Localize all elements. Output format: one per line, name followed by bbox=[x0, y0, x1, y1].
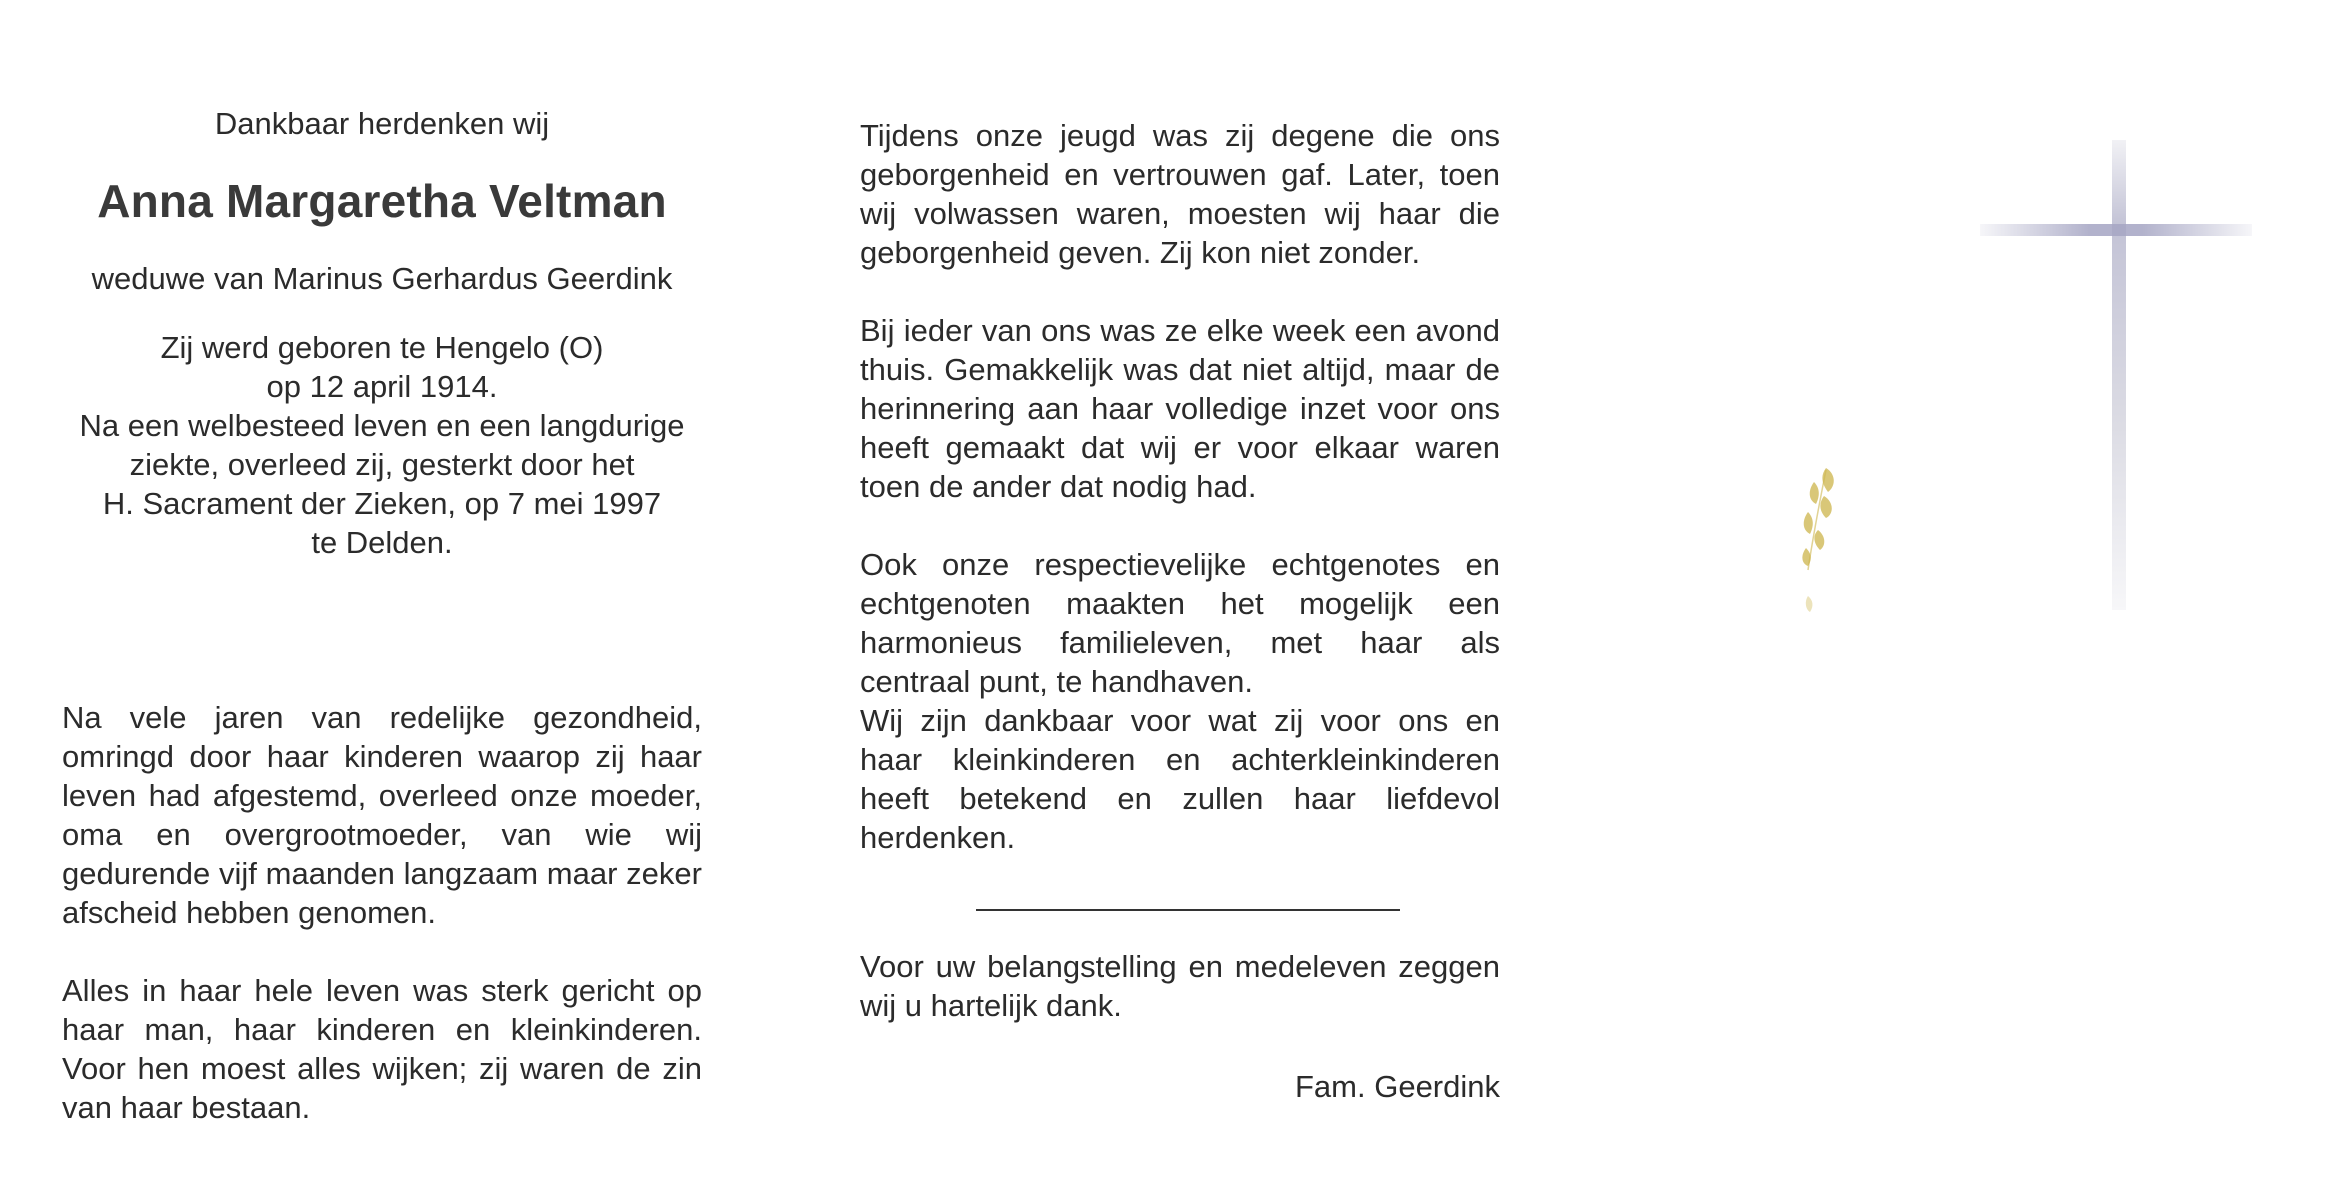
signature: Fam. Geerdink bbox=[1294, 1069, 1500, 1104]
left-column bbox=[62, 104, 702, 1127]
right-paragraph-2: Bij ieder van ons was ze elke week een avond thuis. Gemakkelijk was dat niet altijd, maar de herinnering aan haar volledige inzet voor ons heeft gemaakt dat wij er voor elkaar waren toen de ander dat nodig had. bbox=[860, 313, 1500, 504]
birth-line: ziekte, overleed zij, gesterkt door het bbox=[129, 447, 635, 482]
birth-line: H. Sacrament der Zieken, op 7 mei 1997 bbox=[102, 486, 662, 521]
birth-line: op 12 april 1914. bbox=[266, 369, 498, 404]
birth-details bbox=[62, 328, 702, 562]
widow-line: weduwe van Marinus Gerhardus Geerdink bbox=[91, 261, 673, 296]
thanks-paragraph: Voor uw belangstelling en medeleven zeggen wij u hartelijk dank. bbox=[860, 949, 1500, 1023]
right-paragraph-3: Ook onze respectievelijke echtgenotes en echtgenoten maakten het mogelijk een harmonieus familieleven, met haar als centraal punt, te handhaven. bbox=[860, 547, 1500, 699]
cross-vertical-beam bbox=[2112, 140, 2126, 610]
cross-horizontal-beam bbox=[1980, 224, 2252, 236]
left-paragraph-1: Na vele jaren van redelijke gezondheid, omringd door haar kinderen waarop zij haar leven had afgestemd, overleed onze moeder, oma en overgrootmoeder, van wie wij gedurende vijf maanden langzaam maar zeker afscheid hebben genomen. bbox=[62, 700, 702, 930]
cross-icon bbox=[1980, 140, 2280, 620]
wheat-icon bbox=[1786, 460, 1846, 630]
birth-line: Zij werd geboren te Hengelo (O) bbox=[160, 330, 604, 365]
left-paragraph-2: Alles in haar hele leven was sterk gericht op haar man, haar kinderen en kleinkinderen. Voor hen moest alles wijken; zij waren de zin van haar bestaan. bbox=[62, 973, 702, 1125]
birth-line: Na een welbesteed leven en een langdurige bbox=[79, 408, 685, 443]
intro-line: Dankbaar herdenken wij bbox=[214, 106, 550, 141]
deceased-name: Anna Margaretha Veltman bbox=[97, 175, 667, 227]
birth-line: te Delden. bbox=[311, 525, 453, 560]
right-paragraph-1: Tijdens onze jeugd was zij degene die ons geborgenheid en vertrouwen gaf. Later, toen wij volwassen waren, moesten wij haar die geborgenheid geven. Zij kon niet zonder. bbox=[860, 118, 1500, 270]
divider-line bbox=[976, 909, 1400, 911]
right-paragraph-4: Wij zijn dankbaar voor wat zij voor ons en haar kleinkinderen en achterkleinkinderen heeft betekend en zullen haar liefdevol herdenken. bbox=[860, 703, 1500, 855]
right-column bbox=[860, 116, 1500, 1106]
